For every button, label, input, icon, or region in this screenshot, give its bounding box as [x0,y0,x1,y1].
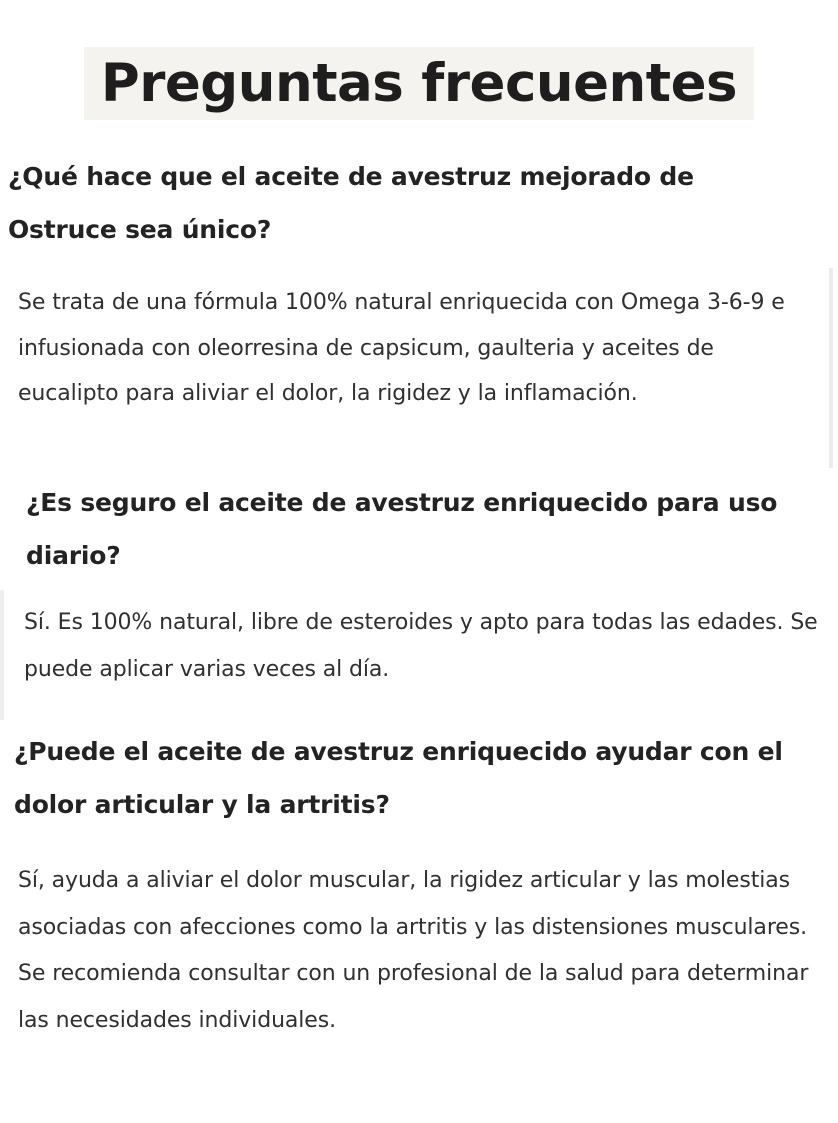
faq-answer: Se trata de una fórmula 100% natural enriquecida con Omega 3-6-9 e infusionada con oleorresina de capsicum, gaulteria y aceites de eucalipto para aliviar el dolor, la rigidez y la inflamación. [18,290,785,406]
edge-divider [0,590,4,720]
faq-answer: Sí. Es 100% natural, libre de esteroides y apto para todas las edades. Se puede aplicar varias veces al día. [24,610,818,682]
faq-answer: Sí, ayuda a aliviar el dolor muscular, la rigidez articular y las molestias asociadas con afecciones como la artritis y las distensiones musculares. Se recomienda consultar con un profesional de la salud para determinar las necesidades individuales. [18,868,809,1033]
page-title: Preguntas frecuentes [100,53,738,114]
edge-divider [829,268,833,468]
faq-question[interactable]: ¿Es seguro el aceite de avestruz enriquecido para uso diario? [26,488,778,570]
faq-question[interactable]: ¿Puede el aceite de avestruz enriquecido ayudar con el dolor articular y la artritis? [14,737,783,819]
faq-question[interactable]: ¿Qué hace que el aceite de avestruz mejorado de Ostruce sea único? [8,162,694,244]
page-title-banner [84,47,754,120]
